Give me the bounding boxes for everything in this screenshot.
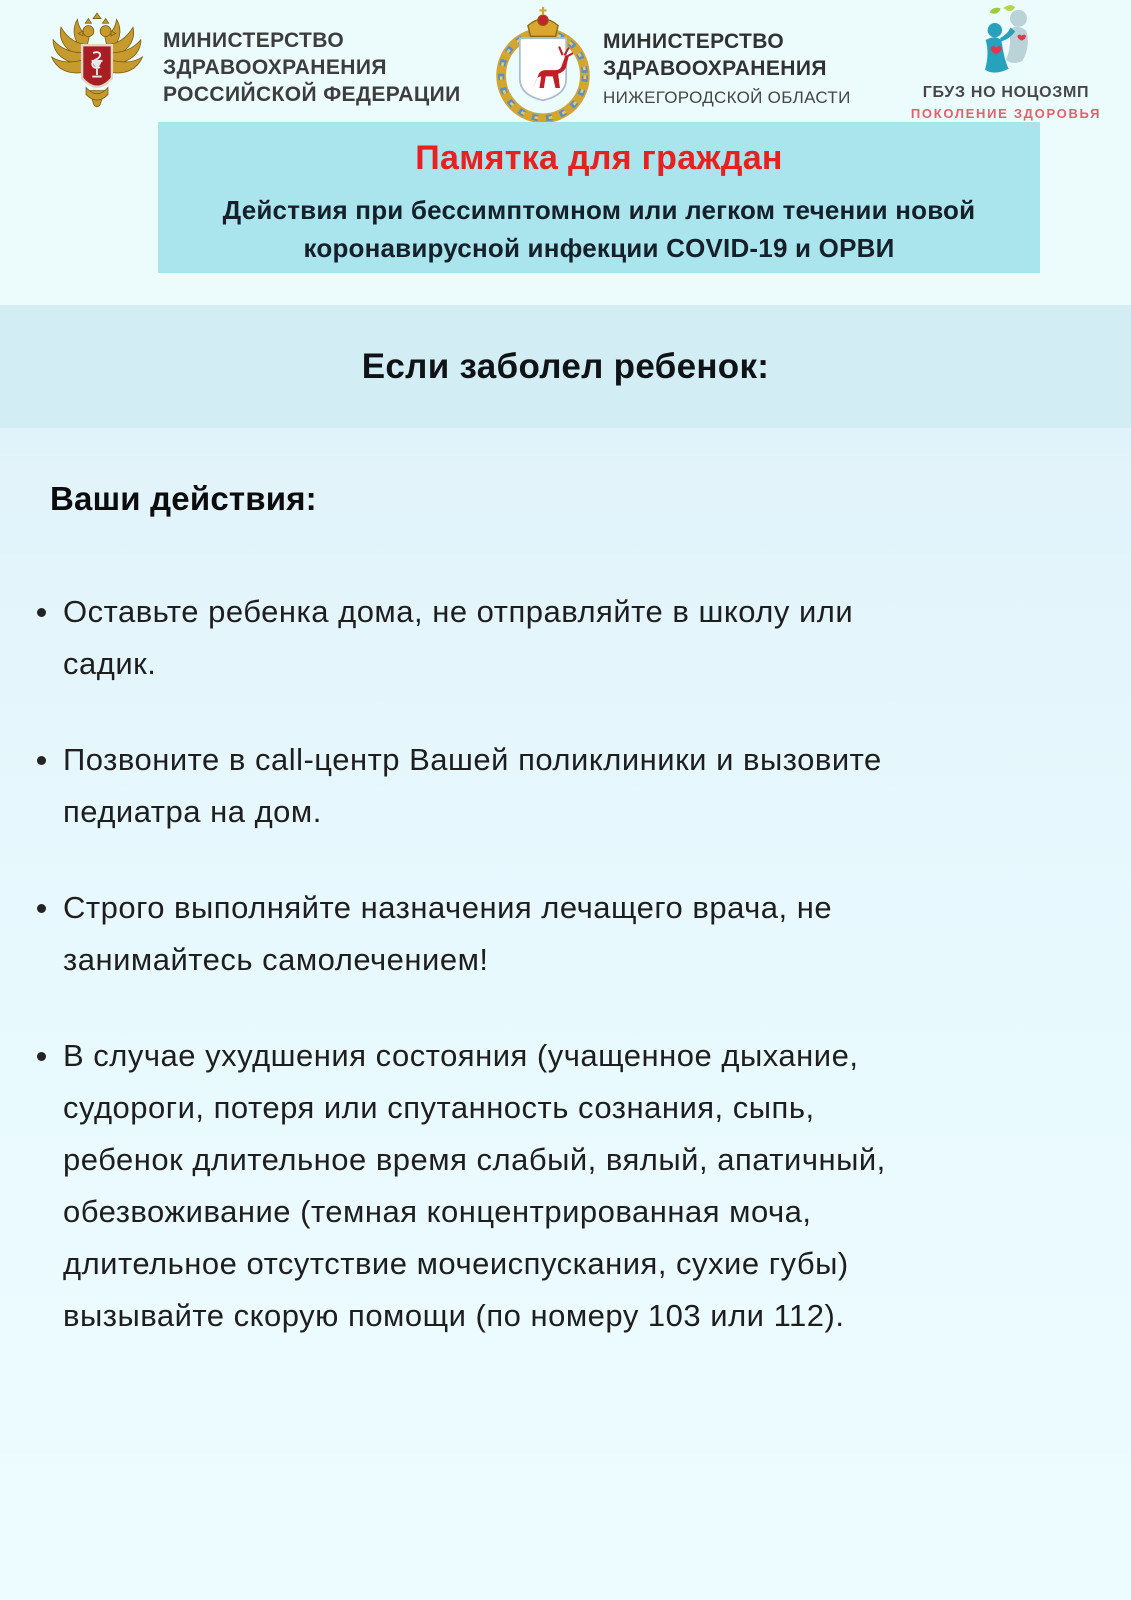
list-item: В случае ухудшения состояния (учащенное дыхание, судороги, потеря или спутанность сознания, сыпь, ребенок длительное время слабый, вялый, апатичный, обезвоживание (темная концентрированная моча, длительное отсутствие мочеиспускания, сухие губы) вызывайте скорую помощи (по номеру 103 или 112). (36, 1030, 936, 1342)
gbuz-title: ГБУЗ НО НОЦОЗМП (922, 84, 1090, 101)
minzdrav-no-line1: МИНИСТЕРСТВО (603, 30, 785, 53)
gbuz-logo-block (908, 2, 1104, 121)
minzdrav-no-caption (603, 28, 851, 108)
minzdrav-rf-line1: МИНИСТЕРСТВО (163, 29, 345, 52)
minzdrav-no-line3: НИЖЕГОРОДСКОЙ ОБЛАСТИ (603, 88, 851, 107)
minzdrav-rf-line2: ЗДРАВООХРАНЕНИЯ (163, 56, 387, 79)
section-title: Если заболел ребенок: (361, 346, 770, 386)
minzdrav-rf-line3: РОССИЙСКОЙ ФЕДЕРАЦИИ (163, 83, 461, 106)
minzdrav-rf-caption (163, 27, 461, 108)
gbuz-family-logo-icon (963, 2, 1049, 78)
gbuz-subtitle: ПОКОЛЕНИЕ ЗДОРОВЬЯ (910, 106, 1102, 121)
section-band (0, 305, 1131, 428)
leaflet-title: Памятка для граждан (415, 139, 783, 177)
list-item: Позвоните в call-центр Вашей поликлиники и вызовите педиатра на дом. (36, 734, 936, 838)
leaflet-subtitle: Действия при бессимптомном или легком течении новой коронавирусной инфекции COVID-19 и ОРВИ (222, 195, 976, 263)
minzdrav-no-line2: ЗДРАВООХРАНЕНИЯ (603, 57, 827, 80)
list-item: Строго выполняйте назначения лечащего врача, не занимайтесь самолечением! (36, 882, 936, 986)
actions-heading: Ваши действия: (50, 480, 317, 517)
title-banner (158, 122, 1040, 273)
minzdrav-rf-emblem-icon (50, 4, 144, 124)
content-area (0, 428, 1131, 1600)
minzdrav-no-emblem-icon (494, 2, 592, 124)
list-item: Оставьте ребенка дома, не отправляйте в школу или садик. (36, 586, 936, 690)
actions-list (36, 586, 936, 1386)
